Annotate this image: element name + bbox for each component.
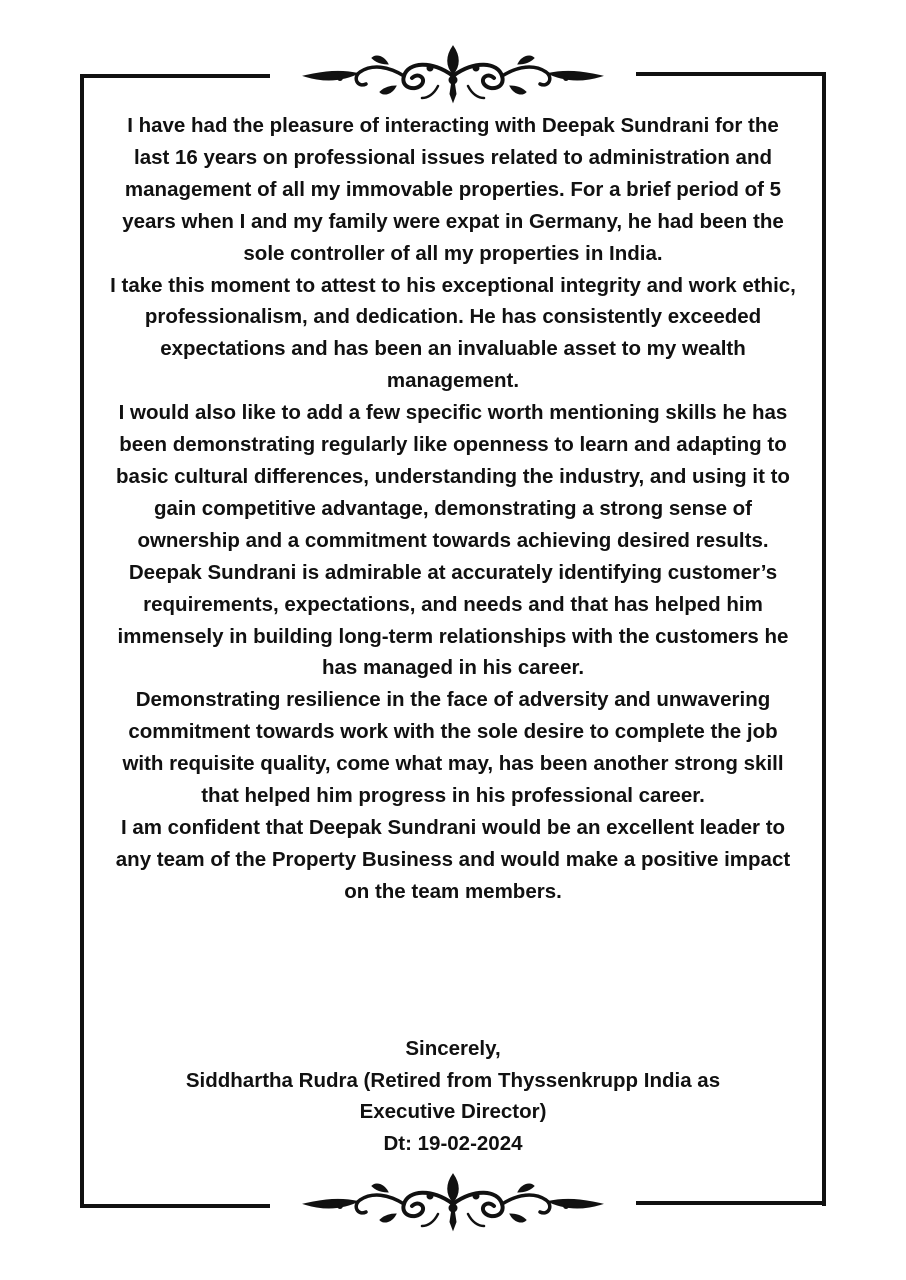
frame-top-right-line [636, 72, 826, 76]
flourish-divider-icon [300, 42, 606, 106]
paragraph-6: I am confident that Deepak Sundrani would be an excellent leader to any team of the Property Business and would make a positive impact on the team members. [115, 815, 791, 903]
frame-bottom-right-line [636, 1201, 826, 1205]
letter-body [110, 110, 796, 908]
paragraph-5: Demonstrating resilience in the face of adversity and unwavering commitment towards work with the sole desire to complete the job with requisite quality, come what may, has been another strong skill that helped him progress in his professional career. [122, 688, 784, 808]
closing-salutation: Sincerely, [405, 1037, 501, 1060]
paragraph-1: I have had the pleasure of interacting with Deepak Sundrani for the last 16 years on professional issues related to administration and management of all my immovable properties. For a brief period of 5 years when I and my family were expat in Germany, he had been the sole controller of all my properties in India. [122, 114, 784, 265]
letter-date: Dt: 19-02-2024 [383, 1131, 523, 1155]
flourish-divider-icon [300, 1170, 606, 1234]
signature-block [110, 1033, 796, 1159]
paragraph-2: I take this moment to attest to his exceptional integrity and work ethic, professionalism, and dedication. He has consistently exceeded expectations and has been an invaluable asset to my wealth management. [110, 273, 796, 393]
frame-bottom-left-line [80, 1204, 270, 1208]
frame-top-left-line [80, 74, 270, 78]
frame-left-line [80, 74, 84, 1208]
signatory-name: Siddhartha Rudra (Retired from Thyssenkrupp India as Executive Director) [185, 1068, 721, 1123]
paragraph-4: Deepak Sundrani is admirable at accurately identifying customer’s requirements, expectations, and needs and that has helped him immensely in building long-term relationships with the customers he has managed in his career. [117, 560, 789, 680]
paragraph-3: I would also like to add a few specific worth mentioning skills he has been demonstrating regularly like openness to learn and adapting to basic cultural differences, understanding the industry, and using it to gain competitive advantage, demonstrating a strong sense of ownership and a commitment towards achieving desired results. [116, 401, 790, 552]
frame-right-line [822, 72, 826, 1206]
